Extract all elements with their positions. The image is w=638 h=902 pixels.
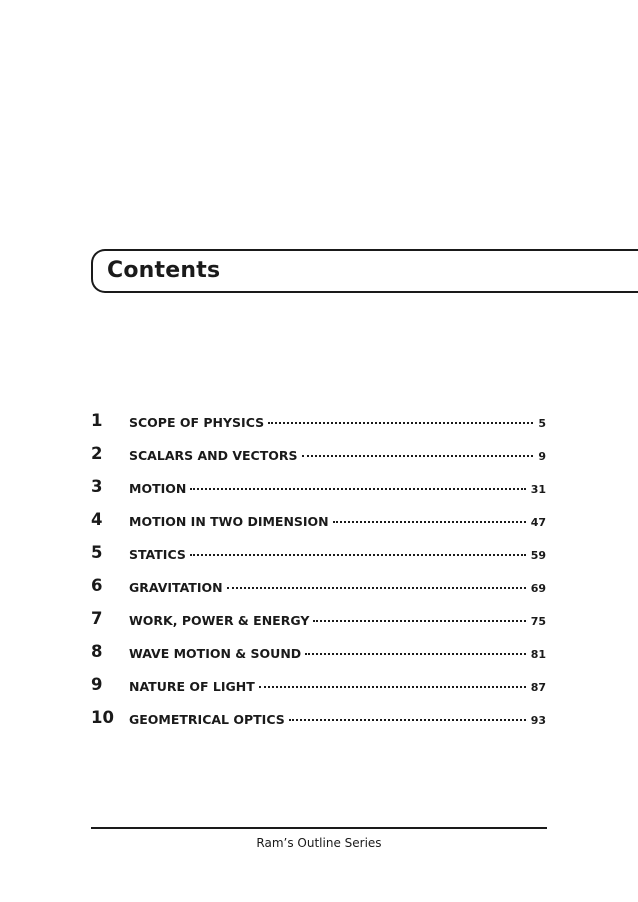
dot-leader xyxy=(227,587,526,589)
contents-heading-frame xyxy=(91,249,638,293)
chapter-title: SCALARS AND VECTORS xyxy=(129,448,298,463)
chapter-number: 7 xyxy=(91,609,103,628)
chapter-number: 4 xyxy=(91,510,103,529)
dot-leader xyxy=(289,719,526,721)
dot-leader xyxy=(190,488,525,490)
dot-leader xyxy=(313,620,525,622)
dot-leader xyxy=(305,653,526,655)
page-number: 69 xyxy=(530,582,546,595)
footer-series-name: Ram’s Outline Series xyxy=(256,836,382,850)
chapter-number: 3 xyxy=(91,477,103,496)
page-number: 59 xyxy=(530,549,546,562)
toc-entry[interactable] xyxy=(91,476,546,509)
page-number: 47 xyxy=(530,516,546,529)
chapter-title: WAVE MOTION & SOUND xyxy=(129,646,302,661)
page-number: 31 xyxy=(530,483,546,496)
page-number: 75 xyxy=(530,615,546,628)
chapter-title: MOTION IN TWO DIMENSION xyxy=(129,514,329,529)
toc-entry[interactable] xyxy=(91,575,546,608)
toc-entry[interactable] xyxy=(91,542,546,575)
page-title: Contents xyxy=(107,258,221,283)
page-number: 93 xyxy=(530,714,546,727)
toc-entry[interactable] xyxy=(91,443,546,476)
chapter-title: GEOMETRICAL OPTICS xyxy=(129,712,285,727)
chapter-number: 8 xyxy=(91,642,103,661)
chapter-title: SCOPE OF PHYSICS xyxy=(129,415,265,430)
chapter-title: STATICS xyxy=(129,547,186,562)
table-of-contents xyxy=(91,410,546,740)
chapter-title: MOTION xyxy=(129,481,187,496)
chapter-number: 10 xyxy=(91,708,114,727)
toc-entry[interactable] xyxy=(91,608,546,641)
toc-entry[interactable] xyxy=(91,641,546,674)
chapter-number: 5 xyxy=(91,543,103,562)
dot-leader xyxy=(302,455,534,457)
dot-leader xyxy=(259,686,526,688)
page-number: 81 xyxy=(530,648,546,661)
chapter-number: 6 xyxy=(91,576,103,595)
chapter-title: NATURE OF LIGHT xyxy=(129,679,255,694)
page-number: 5 xyxy=(538,417,546,430)
toc-entry[interactable] xyxy=(91,410,546,443)
chapter-title: WORK, POWER & ENERGY xyxy=(129,613,310,628)
page-number: 9 xyxy=(538,450,546,463)
chapter-title: GRAVITATION xyxy=(129,580,223,595)
chapter-number: 9 xyxy=(91,675,103,694)
dot-leader xyxy=(333,521,526,523)
dot-leader xyxy=(190,554,526,556)
page-number: 87 xyxy=(530,681,546,694)
chapter-number: 1 xyxy=(91,411,103,430)
toc-entry[interactable] xyxy=(91,707,546,740)
footer-divider xyxy=(91,827,547,829)
toc-entry[interactable] xyxy=(91,674,546,707)
toc-entry[interactable] xyxy=(91,509,546,542)
chapter-number: 2 xyxy=(91,444,103,463)
dot-leader xyxy=(268,422,533,424)
